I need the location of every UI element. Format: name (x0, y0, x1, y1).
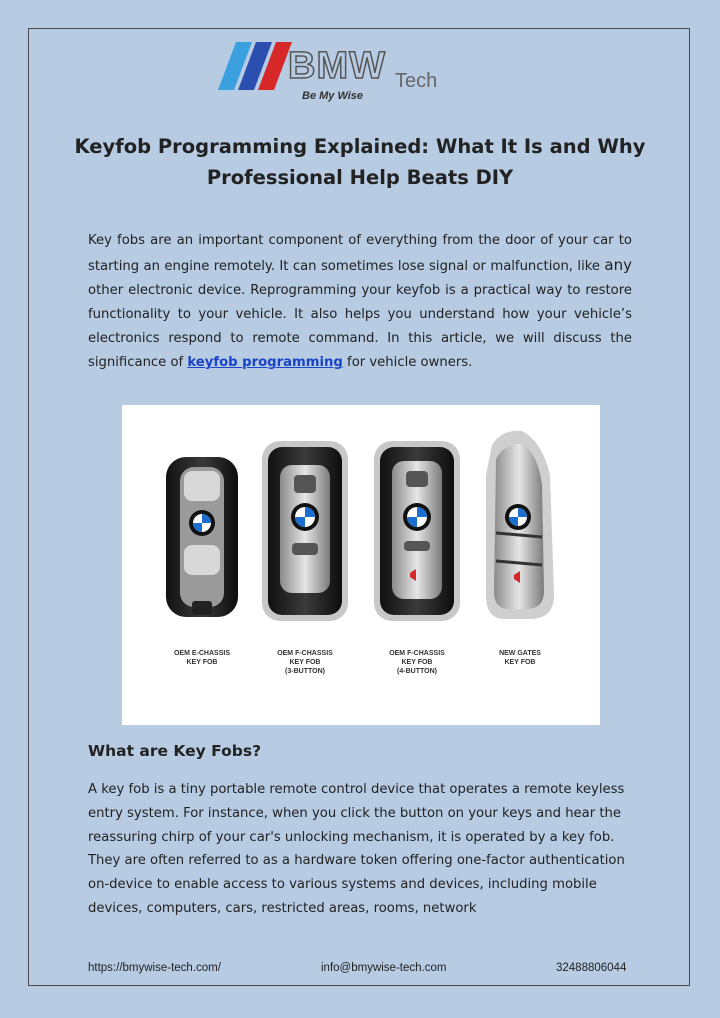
section-body: A key fob is a tiny portable remote control device that operates a remote keyless entry system. For instance, when you click the button on your keys and hear the reassuring chirp of your car's unlocking mechanism, it is operated by a key fob. They are often referred to as a hardware token offering one-factor authentication on-device to enable access to various systems and devices, including mobile devices, computers, cars, restricted areas, rooms, network (88, 782, 625, 916)
intro-text-3: for vehicle owners. (342, 355, 473, 371)
logo-suffix: Tech (395, 70, 438, 92)
footer-website[interactable]: https://bmywise-tech.com/ (88, 962, 221, 974)
caption-4-line-2: KEY FOB (504, 659, 536, 666)
keyfob-illustration (122, 405, 600, 725)
title-line-2: Professional Help Beats DIY (206, 166, 514, 189)
footer-phone[interactable]: 32488806044 (556, 962, 627, 974)
footer-email[interactable]: info@bmywise-tech.com (321, 962, 447, 974)
brand-logo[interactable] (218, 38, 468, 104)
logo-brand: BMW (288, 45, 386, 87)
caption-3-line-2: KEY FOB (401, 659, 433, 666)
page-title (60, 131, 660, 193)
title-line-1: Keyfob Programming Explained: What It Is and Why (74, 135, 646, 158)
logo-graphic (218, 38, 468, 104)
intro-text-2: other electronic device. Reprogramming your keyfob is a practical way to restore functionality to your vehicle. It also helps you understand how your vehicle’s electronics respond to remote command. In this article, we will discuss the significance of (88, 283, 632, 371)
keyfob-programming-link[interactable]: keyfob programming (187, 355, 343, 371)
intro-text-1: Key fobs are an important component of everything from the door of your car to starting an engine remotely. It can sometimes lose signal or malfunction, like (88, 233, 632, 275)
fob-e-chassis (166, 457, 238, 617)
caption-3-line-3: (4-BUTTON) (397, 668, 437, 675)
caption-3-line-1: OEM F-CHASSIS (389, 650, 445, 657)
caption-2-line-3: (3-BUTTON) (285, 668, 325, 675)
logo-tagline: Be My Wise (302, 90, 364, 102)
caption-2-line-1: OEM F-CHASSIS (277, 650, 333, 657)
caption-2-line-2: KEY FOB (289, 659, 321, 666)
fob-f-chassis-3 (262, 441, 348, 621)
caption-1-line-1: OEM E-CHASSIS (173, 650, 231, 657)
intro-big-word: any (604, 256, 632, 275)
fob-f-chassis-4 (374, 441, 460, 621)
caption-1-line-2: KEY FOB (186, 659, 218, 666)
caption-4-line-1: NEW GATES (499, 650, 541, 657)
section-heading: What are Key Fobs? (88, 742, 262, 760)
intro-paragraph (88, 229, 632, 376)
fob-new-gates (486, 431, 554, 619)
keyfob-image (122, 405, 600, 725)
